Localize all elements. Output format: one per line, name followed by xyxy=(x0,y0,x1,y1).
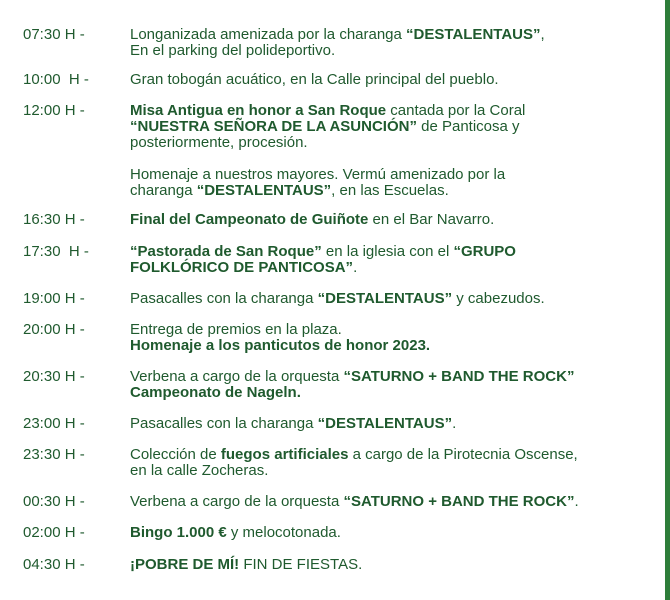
entry-time: 02:00 H - xyxy=(23,524,85,541)
description-line xyxy=(130,27,650,43)
description-line xyxy=(130,291,650,307)
entry-description xyxy=(130,212,650,228)
text-segment: , xyxy=(540,26,545,43)
text-segment: Pasacalles con la charanga xyxy=(130,290,318,307)
entry-time: 07:30 H - xyxy=(23,26,85,43)
text-segment: charanga xyxy=(130,182,197,199)
entry-time: 19:00 H - xyxy=(23,290,85,307)
text-segment: Longanizada amenizada por la charanga xyxy=(130,26,407,43)
emphasis-text: “Pastorada de San Roque” xyxy=(130,243,322,260)
entry-time: 17:30 H - xyxy=(23,243,89,260)
description-line xyxy=(130,183,650,199)
emphasis-text: Final del Campeonato de Guiñote xyxy=(130,211,369,228)
entry-description xyxy=(130,103,650,151)
emphasis-text: “DESTALENTAUS” xyxy=(317,290,453,307)
description-line xyxy=(130,43,650,59)
description-line xyxy=(130,119,650,135)
text-segment: en la iglesia con el xyxy=(321,243,454,260)
text-segment: posteriormente, procesión. xyxy=(130,134,308,151)
emphasis-text: Misa Antigua en honor a San Roque xyxy=(130,102,387,119)
entry-description xyxy=(130,416,650,432)
entry-time: 00:30 H - xyxy=(23,493,85,510)
text-segment: FIN DE FIESTAS. xyxy=(239,556,363,573)
text-segment: . xyxy=(452,415,457,432)
entry-description xyxy=(130,447,650,479)
description-line xyxy=(130,260,650,276)
entry-time: 04:30 H - xyxy=(23,556,85,573)
entry-description xyxy=(130,369,650,401)
entry-description xyxy=(130,557,650,573)
text-segment: Verbena a cargo de la orquesta xyxy=(130,493,344,510)
description-line xyxy=(130,416,650,432)
text-segment: de Panticosa y xyxy=(416,118,520,135)
text-segment: En el parking del polideportivo. xyxy=(130,42,336,59)
emphasis-text: ¡POBRE DE MÍ! xyxy=(130,556,240,573)
text-segment: en la calle Zocheras. xyxy=(130,462,269,479)
entry-time: 12:00 H - xyxy=(23,102,85,119)
description-line xyxy=(130,369,650,385)
text-segment: y melocotonada. xyxy=(226,524,341,541)
entry-time: 10:00 H - xyxy=(23,71,89,88)
emphasis-text: Homenaje a los panticutos de honor 2023. xyxy=(130,337,431,354)
description-line xyxy=(130,494,650,510)
text-segment: Gran tobogán acuático, en la Calle principal del pueblo. xyxy=(130,71,499,88)
text-segment: en el Bar Navarro. xyxy=(368,211,495,228)
description-line xyxy=(130,447,650,463)
description-line xyxy=(130,463,650,479)
emphasis-text: “DESTALENTAUS” xyxy=(317,415,453,432)
emphasis-text: “GRUPO xyxy=(453,243,516,260)
entry-description xyxy=(130,72,650,88)
emphasis-text: Campeonato de Nageln. xyxy=(130,384,301,401)
emphasis-text: “DESTALENTAUS” xyxy=(196,182,332,199)
text-segment: y cabezudos. xyxy=(452,290,545,307)
description-line xyxy=(130,385,650,401)
entry-time: 20:30 H - xyxy=(23,368,85,385)
emphasis-text: Bingo 1.000 € xyxy=(130,524,227,541)
emphasis-text: “DESTALENTAUS” xyxy=(406,26,541,43)
text-segment: Colección de xyxy=(130,446,221,463)
description-line xyxy=(130,72,650,88)
description-line xyxy=(130,525,650,541)
text-segment: , en las Escuelas. xyxy=(331,182,449,199)
entry-time: 16:30 H - xyxy=(23,211,85,228)
emphasis-text: “NUESTRA SEÑORA DE LA ASUNCIÓN” xyxy=(130,118,417,135)
entry-description xyxy=(130,27,650,59)
emphasis-text: FOLKLÓRICO DE PANTICOSA” xyxy=(130,259,354,276)
entry-description xyxy=(130,494,650,510)
text-segment: Verbena a cargo de la orquesta xyxy=(130,368,344,385)
description-line xyxy=(130,557,650,573)
entry-description xyxy=(130,291,650,307)
text-segment: . xyxy=(574,493,579,510)
text-segment: cantada por la Coral xyxy=(386,102,526,119)
entry-time: 23:30 H - xyxy=(23,446,85,463)
description-line xyxy=(130,135,650,151)
emphasis-text: “SATURNO + BAND THE ROCK” xyxy=(343,493,575,510)
description-line xyxy=(130,212,650,228)
emphasis-text: fuegos artificiales xyxy=(220,446,349,463)
description-line xyxy=(130,322,650,338)
description-line xyxy=(130,103,650,119)
entry-description xyxy=(130,244,650,276)
text-segment: Pasacalles con la charanga xyxy=(130,415,318,432)
text-segment: . xyxy=(353,259,358,276)
entry-description xyxy=(130,322,650,354)
text-segment: a cargo de la Pirotecnia Oscense, xyxy=(348,446,578,463)
description-line xyxy=(130,338,650,354)
text-segment: Homenaje a nuestros mayores. Vermú amenizado por la xyxy=(130,166,506,183)
entry-time: 20:00 H - xyxy=(23,321,85,338)
entry-description xyxy=(130,167,650,199)
description-line xyxy=(130,244,650,260)
right-accent-bar xyxy=(665,0,670,600)
entry-description xyxy=(130,525,650,541)
description-line xyxy=(130,167,650,183)
emphasis-text: “SATURNO + BAND THE ROCK” xyxy=(343,368,575,385)
text-segment: Entrega de premios en la plaza. xyxy=(130,321,342,338)
entry-time: 23:00 H - xyxy=(23,415,85,432)
